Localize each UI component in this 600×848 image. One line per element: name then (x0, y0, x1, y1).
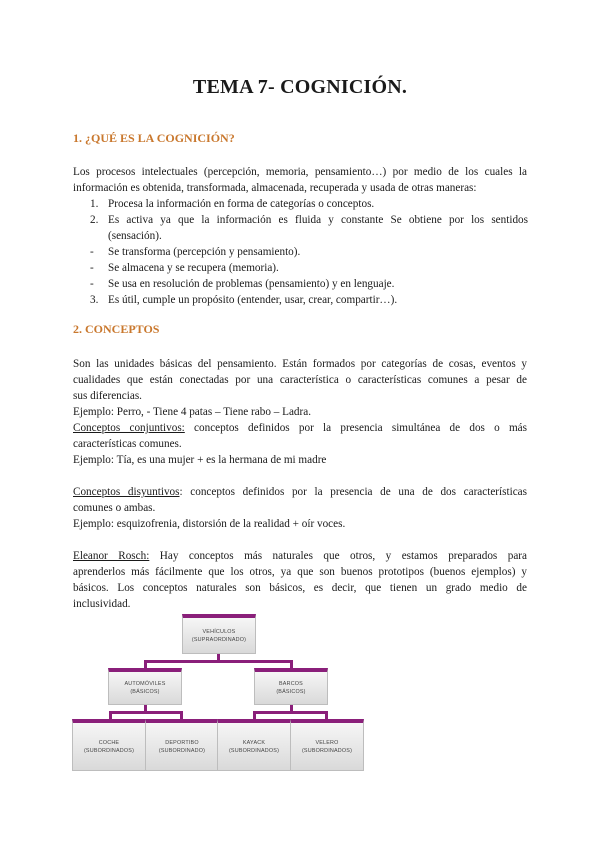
disjunctive-definition: : conceptos definidos por la presencia de una de dos características (179, 486, 527, 498)
connector-line (217, 653, 220, 662)
connector-line (144, 660, 293, 663)
conjunctive-definition: conceptos definidos por la presencia simultánea de dos o más (184, 422, 527, 434)
node-root (182, 614, 256, 654)
intro-line: Los procesos intelectuales (percepción, memoria, pensamiento…) por medio de los cuales la (73, 166, 527, 178)
list-marker: - (90, 246, 94, 258)
list-marker: 3. (90, 294, 99, 306)
intro-paragraph (73, 164, 527, 196)
node-label: COCHE (98, 739, 120, 746)
disjunctive-line (73, 484, 527, 500)
connector-line (144, 704, 147, 713)
list-marker: - (90, 262, 94, 274)
node-basic-automoviles (108, 668, 182, 705)
connector-line (109, 711, 112, 720)
intro-line: información es obtenida, transformada, almacenada, recuperada y usada de otras maneras: (73, 182, 477, 194)
node-sublabel: (SUBORDINADOS) (228, 747, 280, 754)
paragraph-line: aprenderlos más fácilmente que los otros, ya que son buenos prototipos (buenos ejemplos) y (73, 566, 527, 578)
rosch-paragraph (73, 548, 527, 612)
node-label: AUTOMÓVILES (124, 681, 166, 687)
paragraph-line: inclusividad. (73, 598, 131, 610)
node-leaf-deportibo (145, 719, 219, 771)
page-title: TEMA 7- COGNICIÓN. (192, 76, 408, 98)
node-sublabel: (SUBORDINADOS) (83, 747, 135, 754)
list-text: Es útil, cumple un propósito (entender, usar, crear, compartir…). (108, 294, 398, 306)
connector-line (290, 660, 293, 669)
list-text: Se transforma (percepción y pensamiento). (108, 246, 301, 258)
section-heading-1: 1. ¿QUÉ ES LA COGNICIÓN? (73, 131, 235, 145)
list-text: Procesa la información en forma de categorías o conceptos. (108, 198, 375, 210)
list-text: Es activa ya que la información es fluida y constante Se obtiene por los sentidos (108, 214, 528, 226)
node-sublabel: (SUBORDINADOS) (301, 747, 353, 754)
list-text: Se usa en resolución de problemas (pensamiento) y en lenguaje. (108, 278, 395, 290)
node-label: BARCOS (279, 681, 303, 687)
node-leaf-kayack (217, 719, 291, 771)
section-heading-2: 2. CONCEPTOS (73, 322, 160, 336)
conjunctive-term: Conceptos conjuntivos: (73, 422, 185, 434)
node-sublabel: (BÁSICOS) (130, 689, 160, 695)
paragraph-line: comunes o ambas. (73, 502, 156, 514)
connector-line (109, 711, 183, 714)
node-sublabel: (SUPRAORDINADO) (191, 636, 247, 643)
paragraph-line: cualidades que están conectadas por una característica o características comunes a pesar de (73, 374, 527, 386)
node-leaf-velero (290, 719, 364, 771)
node-sublabel: (BÁSICOS) (276, 689, 306, 695)
list-text: Se almacena y se recupera (memoria). (108, 262, 279, 274)
conjunctive-line (73, 420, 527, 436)
list-marker: - (90, 278, 94, 290)
rosch-line (73, 548, 527, 564)
list-text: (sensación). (108, 230, 162, 242)
concepts-paragraph (73, 356, 527, 468)
node-label: KAYACK (242, 739, 266, 746)
example-line: Ejemplo: Tía, es una mujer + es la hermana de mi madre (73, 454, 327, 466)
node-label: DEPORTIBO (165, 739, 199, 746)
node-sublabel: (SUBORDINADO) (158, 747, 206, 754)
node-basic-barcos (254, 668, 328, 705)
list-marker: 2. (90, 214, 99, 226)
connector-line (325, 711, 328, 720)
node-label: VEHÍCULOS (202, 628, 236, 635)
connector-line (144, 660, 147, 669)
paragraph-line: sus diferencias. (73, 390, 142, 402)
paragraph-line: características comunes. (73, 438, 182, 450)
example-line: Ejemplo: esquizofrenia, distorsión de la realidad + oír voces. (73, 518, 346, 530)
node-leaf-coche (72, 719, 146, 771)
paragraph-line: básicos. Los conceptos naturales son básicos, es decir, que tienen un grado medio de (73, 582, 527, 594)
disjunctive-paragraph (73, 484, 527, 532)
node-label: VELERO (315, 739, 339, 746)
rosch-term: Eleanor Rosch: (73, 550, 150, 562)
list-marker: 1. (90, 198, 99, 210)
paragraph-line: Son las unidades básicas del pensamiento. Están formados por categorías de cosas, eventos y (73, 358, 527, 370)
connector-line (180, 711, 183, 720)
disjunctive-term: Conceptos disyuntivos (73, 486, 180, 498)
example-line: Ejemplo: Perro, - Tiene 4 patas – Tiene rabo – Ladra. (73, 406, 312, 418)
connector-line (253, 711, 328, 714)
connector-line (253, 711, 256, 720)
rosch-text: Hay conceptos más naturales que otros, y estamos preparados para (149, 550, 527, 562)
connector-line (290, 704, 293, 713)
